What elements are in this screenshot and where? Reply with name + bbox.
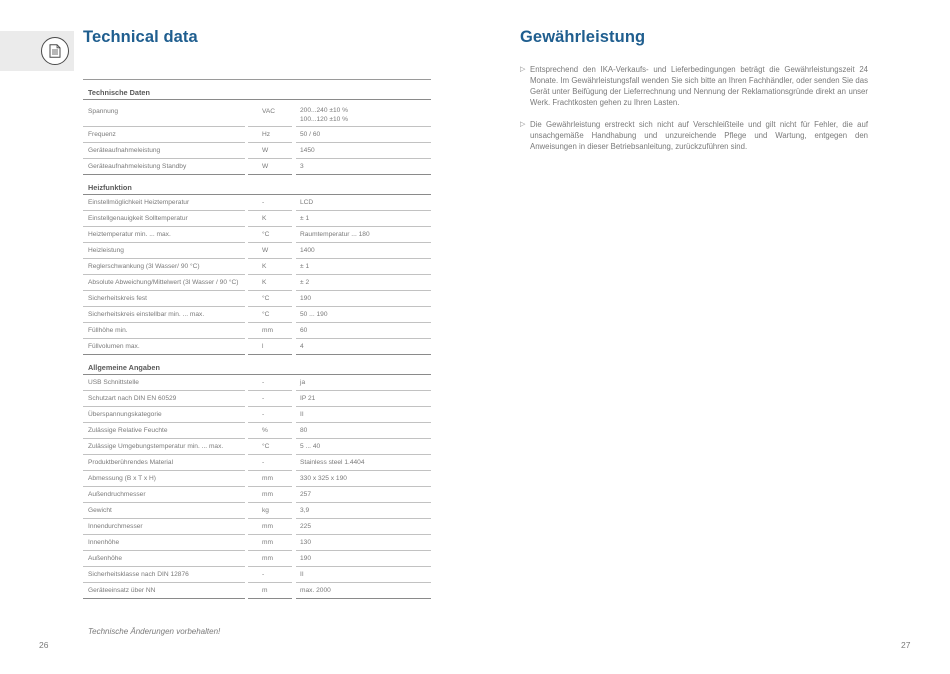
spec-unit: K (248, 259, 292, 275)
warranty-text (520, 64, 868, 163)
spec-label: Geräteaufnahmeleistung (83, 143, 245, 159)
spec-unit: - (248, 407, 292, 423)
table-row (83, 391, 431, 407)
table-row (83, 259, 431, 275)
spec-label: Geräteeinsatz über NN (83, 583, 245, 599)
spec-label: Frequenz (83, 127, 245, 143)
spec-value-line: 200...240 ±10 % (300, 107, 348, 114)
table-row (83, 375, 431, 391)
spec-value: 50 ... 190 (296, 307, 431, 323)
spec-unit: VAC (248, 100, 292, 127)
spec-unit: - (248, 195, 292, 211)
spec-value: 1450 (296, 143, 431, 159)
spec-value: 330 x 325 x 190 (296, 471, 431, 487)
spec-label: Spannung (83, 100, 245, 127)
spec-unit: W (248, 143, 292, 159)
spec-value-line: 100...120 ±10 % (300, 116, 348, 123)
section-heading: Technische Daten (83, 80, 431, 100)
spec-unit: - (248, 375, 292, 391)
spec-value: LCD (296, 195, 431, 211)
spec-label: Füllhöhe min. (83, 323, 245, 339)
spec-unit: l (248, 339, 292, 355)
table-row (83, 487, 431, 503)
spec-value: 257 (296, 487, 431, 503)
technical-changes-note: Technische Änderungen vorbehalten! (88, 627, 221, 636)
spec-label: Überspannungskategorie (83, 407, 245, 423)
spec-value: 130 (296, 535, 431, 551)
spec-unit: mm (248, 519, 292, 535)
warranty-paragraph-text: Entsprechend den IKA-Verkaufs- und Lieferbedingungen beträgt die Gewährleistungszeit 24 Monate. Im Gewährleistungsfall wenden Sie sich bitte an Ihren Fachhändler, oder senden Sie das Gerät unter Beifügung der Lieferrechnung und Nennung der Reklamationsgründe direkt an unser Werk. Frachtkosten gehen zu Ihren Lasten. (530, 65, 868, 107)
spec-label: Schutzart nach DIN EN 60529 (83, 391, 245, 407)
spec-value: 4 (296, 339, 431, 355)
table-row (83, 423, 431, 439)
spec-label: Zulässige Umgebungstemperatur min. ... max. (83, 439, 245, 455)
table-row (83, 407, 431, 423)
table-row (83, 275, 431, 291)
table-row (83, 195, 431, 211)
spec-unit: mm (248, 535, 292, 551)
spec-value: max. 2000 (296, 583, 431, 599)
table-row (83, 567, 431, 583)
table-row (83, 503, 431, 519)
page-title-technical-data: Technical data (83, 28, 198, 46)
spec-unit: kg (248, 503, 292, 519)
spec-unit: K (248, 211, 292, 227)
spec-unit: W (248, 243, 292, 259)
warranty-paragraph (520, 64, 868, 108)
table-row (83, 471, 431, 487)
spec-label: Absolute Abweichung/Mittelwert (3l Wasser / 90 °C) (83, 275, 245, 291)
spec-label: Einstellgenauigkeit Solltemperatur (83, 211, 245, 227)
spec-value: 80 (296, 423, 431, 439)
spec-value: ja (296, 375, 431, 391)
spec-value: 60 (296, 323, 431, 339)
section-heading: Allgemeine Angaben (83, 355, 431, 375)
spec-value: ± 1 (296, 211, 431, 227)
spec-label: Reglerschwankung (3l Wasser/ 90 °C) (83, 259, 245, 275)
spec-unit: Hz (248, 127, 292, 143)
spec-label: Füllvolumen max. (83, 339, 245, 355)
bullet-triangle-icon: ▷ (520, 66, 526, 73)
page-number-right: 27 (901, 640, 911, 650)
warranty-paragraph (520, 119, 868, 152)
table-row (83, 307, 431, 323)
spec-label: Innendurchmesser (83, 519, 245, 535)
spec-unit: mm (248, 323, 292, 339)
table-row (83, 243, 431, 259)
spec-value: 3 (296, 159, 431, 175)
spec-unit: °C (248, 439, 292, 455)
spec-value: IP 21 (296, 391, 431, 407)
spec-value: 50 / 60 (296, 127, 431, 143)
spec-unit: °C (248, 291, 292, 307)
spec-value: ± 1 (296, 259, 431, 275)
spec-label: Sicherheitskreis fest (83, 291, 245, 307)
spec-label: Gewicht (83, 503, 245, 519)
spec-value: II (296, 407, 431, 423)
spec-value: 225 (296, 519, 431, 535)
spec-value: 190 (296, 291, 431, 307)
spec-label: Außendruchmesser (83, 487, 245, 503)
section-heading: Heizfunktion (83, 175, 431, 195)
document-icon (41, 37, 69, 65)
spec-label: Geräteaufnahmeleistung Standby (83, 159, 245, 175)
bullet-triangle-icon: ▷ (520, 121, 526, 128)
spec-value: Raumtemperatur ... 180 (296, 227, 431, 243)
spec-label: Heizleistung (83, 243, 245, 259)
spec-value: 1400 (296, 243, 431, 259)
table-row (83, 455, 431, 471)
spec-label: Heiztemperatur min. ... max. (83, 227, 245, 243)
spec-unit: W (248, 159, 292, 175)
table-row (83, 535, 431, 551)
table-row (83, 159, 431, 175)
spec-unit: mm (248, 487, 292, 503)
spec-value (296, 100, 431, 127)
spec-label: Abmessung (B x T x H) (83, 471, 245, 487)
table-row (83, 583, 431, 599)
table-row (83, 323, 431, 339)
spec-unit: - (248, 391, 292, 407)
warranty-paragraph-text: Die Gewährleistung erstreckt sich nicht auf Verschleißteile und gilt nicht für Fehler, die auf unsachgemäße Handhabung und unzureichende Pflege und Wartung, entgegen den Anweisungen in dieser Betriebsanleitung, zurückzuführen sind. (530, 120, 868, 151)
table-row (83, 339, 431, 355)
spec-unit: m (248, 583, 292, 599)
table-row (83, 439, 431, 455)
spec-label: USB Schnittstelle (83, 375, 245, 391)
spec-label: Außenhöhe (83, 551, 245, 567)
table-row (83, 227, 431, 243)
spec-label: Innenhöhe (83, 535, 245, 551)
spec-label: Produktberührendes Material (83, 455, 245, 471)
spec-unit: - (248, 455, 292, 471)
spec-value: ± 2 (296, 275, 431, 291)
spec-unit: - (248, 567, 292, 583)
table-row (83, 143, 431, 159)
spec-unit: K (248, 275, 292, 291)
table-row (83, 100, 431, 127)
spec-value: Stainless steel 1.4404 (296, 455, 431, 471)
spec-label: Zulässige Relative Feuchte (83, 423, 245, 439)
table-row (83, 127, 431, 143)
spec-label: Sicherheitsklasse nach DIN 12876 (83, 567, 245, 583)
technical-data-table (83, 79, 431, 599)
spec-value: II (296, 567, 431, 583)
table-row (83, 211, 431, 227)
page-number-left: 26 (39, 640, 49, 650)
table-row (83, 291, 431, 307)
spec-unit: mm (248, 551, 292, 567)
spec-label: Einstellmöglichkeit Heiztemperatur (83, 195, 245, 211)
spec-value: 3,9 (296, 503, 431, 519)
spec-value: 190 (296, 551, 431, 567)
page-title-warranty: Gewährleistung (520, 28, 646, 46)
spec-value: 5 ... 40 (296, 439, 431, 455)
table-row (83, 551, 431, 567)
spec-unit: mm (248, 471, 292, 487)
spec-label: Sicherheitskreis einstellbar min. ... max. (83, 307, 245, 323)
spec-unit: °C (248, 307, 292, 323)
table-row (83, 519, 431, 535)
spec-unit: °C (248, 227, 292, 243)
spec-unit: % (248, 423, 292, 439)
